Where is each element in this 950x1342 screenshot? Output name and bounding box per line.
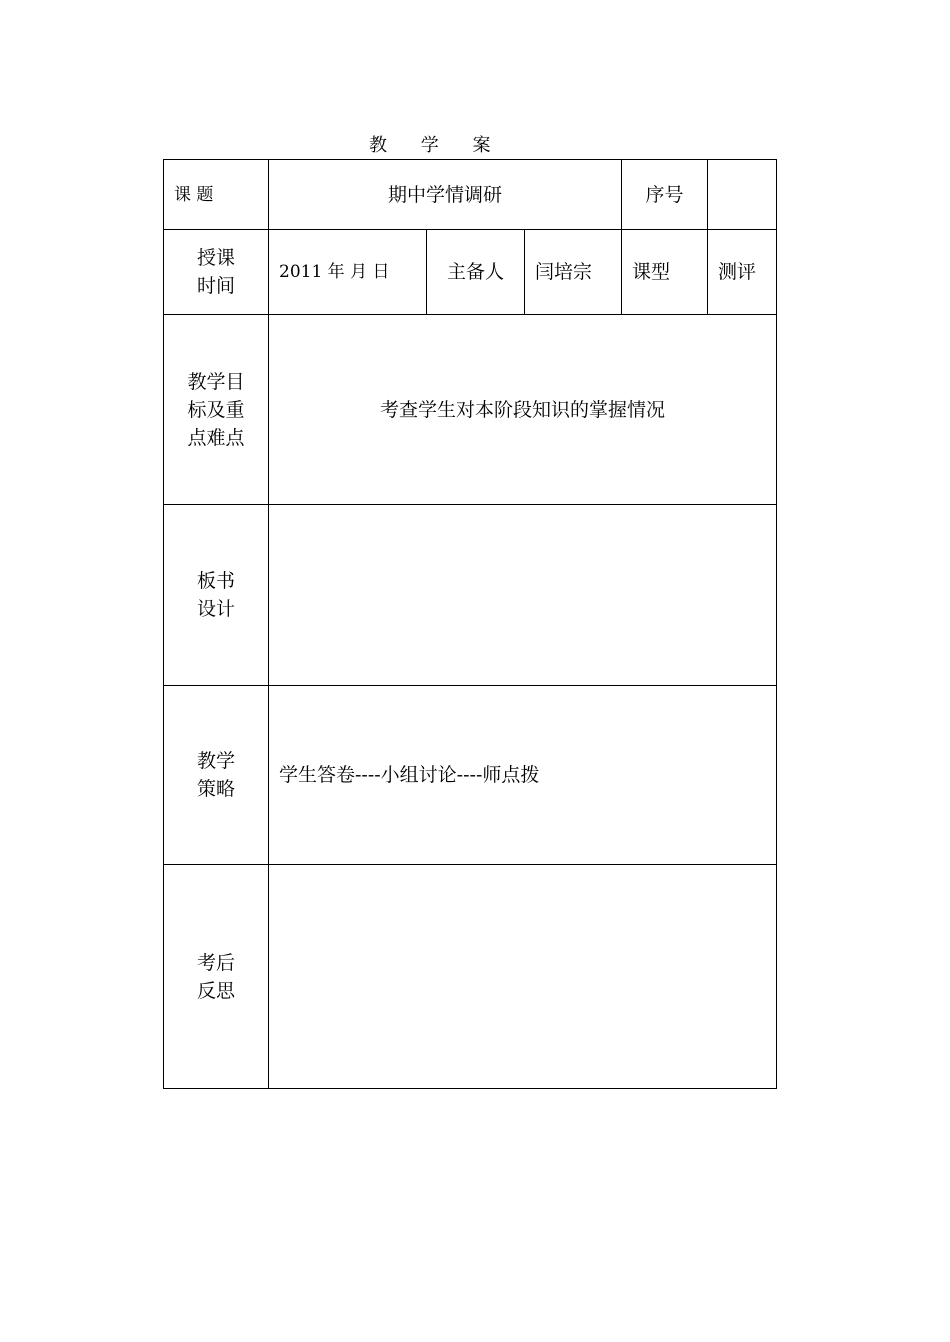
- row-goals: [164, 315, 777, 505]
- goals-label-line3: 点难点: [187, 426, 245, 449]
- reflection-label-line1: 考后: [196, 951, 235, 974]
- row-strategy: [164, 686, 777, 865]
- board-label-line1: 板书: [196, 570, 235, 592]
- topic-label: 课 题: [164, 160, 269, 230]
- row-reflection: [164, 865, 777, 1089]
- goals-value: 考查学生对本阶段知识的掌握情况: [269, 315, 777, 505]
- type-label: 课型: [622, 230, 708, 315]
- reflection-label: [164, 865, 269, 1089]
- goals-label: [164, 315, 269, 505]
- time-label: [164, 230, 269, 315]
- time-label-line1: 授课: [196, 247, 235, 269]
- goals-label-line2: 标及重: [187, 398, 245, 421]
- strategy-label: [164, 686, 269, 865]
- row-board: [164, 505, 777, 686]
- reflection-label-line2: 反思: [196, 979, 235, 1002]
- topic-value: 期中学情调研: [269, 160, 622, 230]
- preparer-label: 主备人: [427, 230, 525, 315]
- preparer-value: 闫培宗: [525, 230, 622, 315]
- reflection-value: [269, 865, 777, 1089]
- board-label: [164, 505, 269, 686]
- row-time: [164, 230, 777, 315]
- type-value: 测评: [708, 230, 777, 315]
- strategy-label-line2: 策略: [196, 778, 235, 800]
- serial-label: 序号: [622, 160, 708, 230]
- time-label-line2: 时间: [196, 275, 235, 297]
- strategy-value: 学生答卷----小组讨论----师点拨: [269, 686, 777, 865]
- strategy-label-line1: 教学: [196, 750, 235, 772]
- lesson-plan-table: [163, 159, 777, 1089]
- board-value: [269, 505, 777, 686]
- document-title: 教 学 案: [369, 135, 505, 156]
- row-topic: [164, 160, 777, 230]
- date-value: 2011 年 月 日: [269, 230, 427, 315]
- goals-label-line1: 教学目: [187, 370, 245, 393]
- board-label-line2: 设计: [196, 598, 235, 620]
- serial-value: [708, 160, 777, 230]
